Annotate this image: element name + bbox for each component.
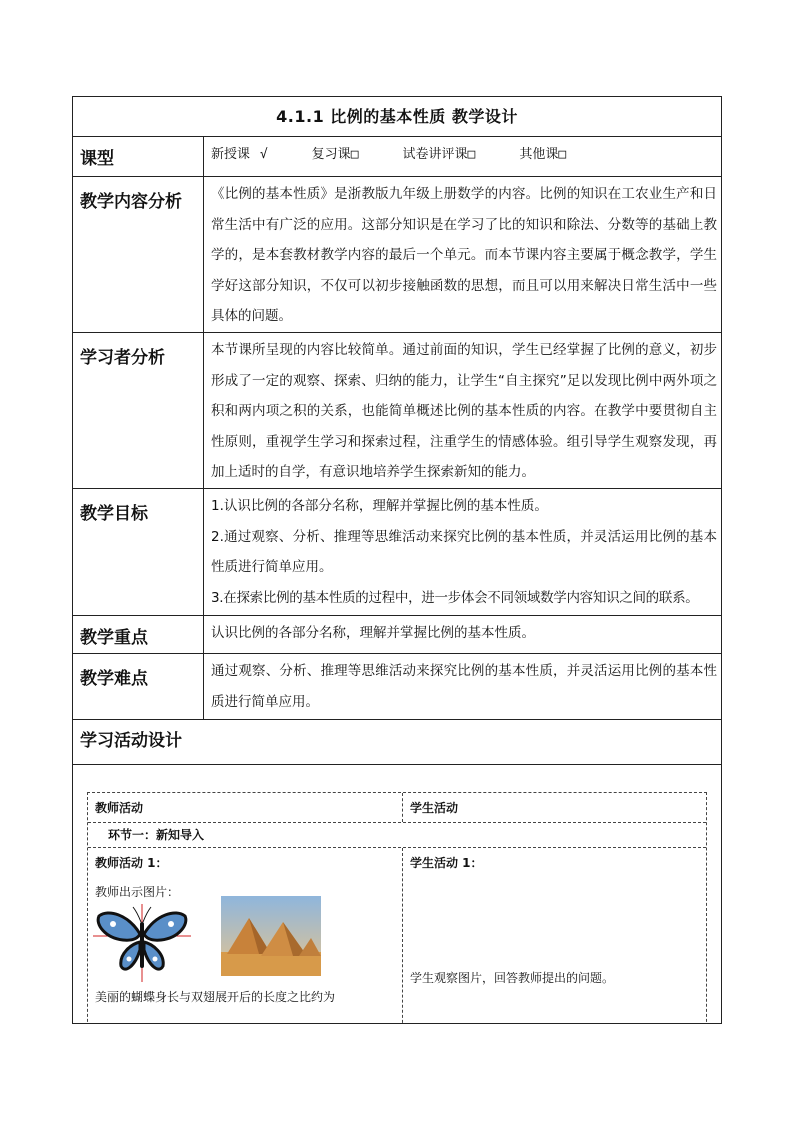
content-analysis-row (73, 177, 721, 333)
course-type-options (204, 137, 721, 176)
course-type-row (73, 137, 721, 177)
activity-design-header: 学习活动设计 (73, 720, 721, 765)
lesson-plan-table (72, 96, 722, 1024)
check-mark: √ (259, 147, 268, 163)
goal-item: 2.通过观察、分析、推理等思维活动来探究比例的基本性质，并灵活运用比例的基本性质进行简单应用。 (211, 528, 717, 575)
student-activity-column: 学生活动 (410, 801, 459, 815)
teaching-focus-row (73, 616, 721, 654)
teaching-goals-row (73, 489, 721, 616)
content-analysis-label: 教学内容分析 (73, 177, 204, 332)
activity-table (87, 792, 707, 1024)
learner-analysis-label: 学习者分析 (73, 333, 204, 488)
document-title: 4.1.1 比例的基本性质 教学设计 (73, 97, 721, 137)
goal-item: 1.认识比例的各部分名称，理解并掌握比例的基本性质。 (211, 498, 548, 514)
teacher-activity-title: 教师活动 1： (95, 856, 168, 870)
teacher-activity-text: 美丽的蝴蝶身长与双翅展开后的长度之比约为 (95, 990, 336, 1004)
teacher-activity-column: 教师活动 (88, 793, 403, 822)
pyramids-image (221, 896, 321, 976)
course-type-label: 课型 (73, 137, 204, 176)
stage-title: 环节一：新知导入 (88, 823, 706, 848)
checkbox-icon: □ (350, 147, 359, 163)
illustrations (95, 904, 395, 982)
checkbox-icon: □ (558, 147, 567, 163)
learner-analysis-row (73, 333, 721, 489)
teaching-difficulty-row (73, 654, 721, 720)
option-new-lesson: 新授课 √ (211, 147, 268, 163)
option-other-lesson: 其他课□ (519, 147, 567, 163)
option-exam-review-lesson: 试卷讲评课□ (402, 147, 476, 163)
teaching-focus-text: 认识比例的各部分名称，理解并掌握比例的基本性质。 (211, 625, 535, 641)
learner-analysis-text: 本节课所呈现的内容比较简单。通过前面的知识，学生已经掌握了比例的意义，初步形成了一定的观察、探索、归纳的能力，让学生“自主探究”足以发现比例中两外项之积和两内项之积的关系，也能简单概述比例的基本性质的内容。在教学中要贯彻自主性原则，重视学生学习和探索过程，注重学生的情感体验。组引导学生观察发现，再加上适时的自学，有意识地培养学生探索新知的能力。 (211, 342, 717, 480)
goal-item: 3.在探索比例的基本性质的过程中，进一步体会不同领域数学内容知识之间的联系。 (211, 589, 699, 606)
content-analysis-text: 《比例的基本性质》是浙教版九年级上册数学的内容。比例的知识在工农业生产和日常生活中有广泛的应用。这部分知识是在学习了比的知识和除法、分数等的基础上教学的，是本套教材教学内容的最后一个单元。而本节课内容主要属于概念教学，学生学好这部分知识，不仅可以初步接触函数的思想，而且可以用来解决日常生活中一些具体的问题。 (211, 186, 717, 324)
butterfly-image (93, 904, 191, 982)
student-activity-text: 学生观察图片，回答教师提出的问题。 (410, 971, 615, 985)
teaching-focus-label: 教学重点 (73, 616, 204, 653)
student-activity-cell (403, 848, 706, 1024)
activity-column-headers (88, 793, 706, 823)
activity-row-1 (88, 848, 706, 1024)
option-review-lesson: 复习课□ (311, 147, 359, 163)
student-activity-title: 学生活动 1： (410, 856, 483, 870)
teaching-goals-label: 教学目标 (73, 489, 204, 615)
teaching-difficulty-text: 通过观察、分析、推理等思维活动来探究比例的基本性质，并灵活运用比例的基本性质进行简单应用。 (211, 663, 717, 710)
teaching-difficulty-label: 教学难点 (73, 654, 204, 719)
teacher-show-text: 教师出示图片： (95, 885, 180, 899)
teaching-goals-list (204, 489, 721, 615)
checkbox-icon: □ (467, 147, 476, 163)
teacher-activity-cell (88, 848, 403, 1024)
